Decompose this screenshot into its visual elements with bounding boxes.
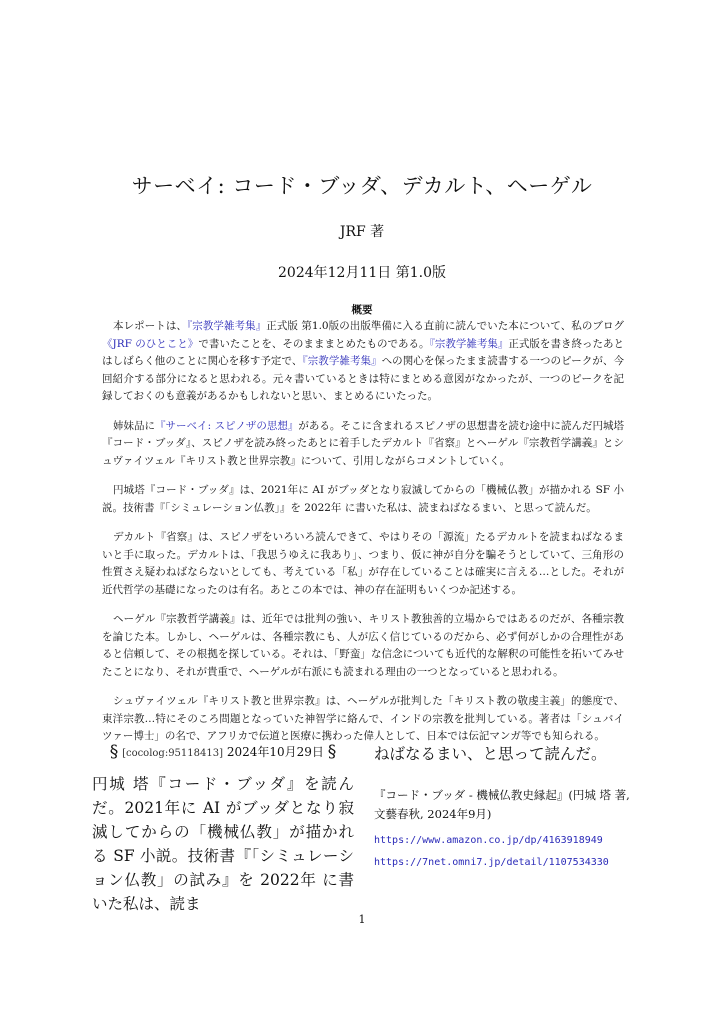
document-date: 2024年12月11日 第1.0版 bbox=[278, 265, 446, 281]
document-author: JRF 著 bbox=[339, 224, 385, 240]
abstract-body bbox=[102, 318, 624, 758]
abstract-text: への関心を保ったまま読書する一つのピークが、今回紹介する部分になると思われる。元々書いているときは特にまとめる意図がなかったが、一つのピークを記録しておくのも意義があるかもしれないと思い、まとめるにいたった。 bbox=[102, 355, 624, 402]
abstract-text: 正式版 第1.0版の出版準備に入る直前に読んでいた本について、私のブログ bbox=[266, 320, 625, 332]
body-text-left: 円城 塔『コード・ブッダ』を読んだ。2021年に AI がブッダとなり寂滅してからの「機械仏教」が描かれる SF 小説。技術書『「シミュレーション仏教」の試み』を 2022年 に書いた私は、読ま bbox=[92, 775, 354, 913]
body-text-right: ねばなるまい、と思って読んだ。 bbox=[374, 745, 607, 763]
book-link[interactable]: 『宗教学雑考集』 bbox=[429, 337, 509, 350]
left-column bbox=[92, 742, 354, 916]
section-heading bbox=[92, 742, 354, 762]
abstract-paragraph-5: ヘーゲル『宗教哲学講義』は、近年では批判の強い、キリスト教独善的立場からではあるのだが、各種宗教を論じた本。しかし、ヘーゲルは、各種宗教にも、人が広く信じているのだから、必ず何がしかの合理性があると信頼して、その根拠を探している。それは、「野蛮」な信念についても近代的な解釈の可能性を拓いてみせたことになり、それが貴重で、ヘーゲルが右派にも読まれる理由の一つとなっていると思われる。 bbox=[102, 613, 624, 678]
right-column bbox=[372, 742, 634, 874]
cocolog-link[interactable]: [cocolog:95118413] bbox=[122, 748, 223, 759]
amazon-url-link[interactable]: https://www.amazon.co.jp/dp/4163918949 bbox=[374, 835, 603, 846]
book-citation: 『コード・ブッダ - 機械仏教史縁起』(円城 塔 著, 文藝春秋, 2024年9月) bbox=[374, 788, 630, 821]
abstract-paragraph-3: 円城塔『コード・ブッダ』は、2021年に AI がブッダとなり寂滅してからの「機械仏教」が描かれる SF 小説。技術書『「シミュレーション仏教」』を 2022年 に書いた私は、読まねばなるまい、と思って読んだ。 bbox=[102, 484, 624, 514]
page-number: 1 bbox=[358, 913, 366, 926]
document-title: サーベイ: コード・ブッダ、デカルト、ヘーゲル bbox=[131, 174, 593, 198]
omni7-url-link[interactable]: https://7net.omni7.jp/detail/1107534330 bbox=[374, 857, 609, 868]
abstract-paragraph-1 bbox=[102, 318, 624, 406]
abstract-text: がある。そこに含まれるスピノザの思想書を読む途中に読んだ円城塔『コード・ブッダ』、スピノザを読み終ったあとに着手したデカルト『省察』とヘーゲル『宗教哲学講義』とシュヴァイツェル『キリスト教と世界宗教』について、引用しながらコメントしていく。 bbox=[102, 419, 624, 467]
sister-survey-link[interactable]: 『サーベイ: スピノザの思想』 bbox=[155, 419, 299, 432]
abstract-paragraph-4: デカルト『省察』は、スピノザをいろいろ読んできて、やはりその「源流」たるデカルトを読まねばなるまいと手に取った。デカルトは、「我思うゆえに我あり」、つまり、仮に神が自分を騙そうとしていて、三角形の性質さえ疑わねばならないとしても、考えている「私」が存在していることは確実に言える…とした。それが近代哲学の基礎になったのは有名。あとこの本では、神の存在証明もいくつか記述する。 bbox=[102, 531, 624, 596]
section-symbol: § bbox=[109, 742, 119, 762]
abstract-text: で書いたことを、そのまままとめたものである。 bbox=[198, 337, 430, 350]
abstract-paragraph-6: シュヴァイツェル『キリスト教と世界宗教』は、ヘーゲルが批判した「キリスト教の敬虔主義」的態度で、東洋宗教…特にそのころ問題となっていた神智学に絡んで、インドの宗教を批判している。著者は「シュバイツァー博士」の名で、アフリカで伝道と医療に携わった偉人として、日本では伝記マンガ等でも知られる。 bbox=[102, 695, 624, 742]
abstract-text: 姉妹品に bbox=[113, 419, 156, 432]
abstract-paragraph-2 bbox=[102, 418, 624, 471]
abstract-heading: 概要 bbox=[351, 304, 373, 316]
section-date: 2024年10月29日 bbox=[226, 745, 324, 759]
section-symbol: § bbox=[327, 742, 337, 762]
book-link[interactable]: 『宗教学雑考集』 bbox=[186, 320, 267, 332]
blog-link[interactable]: 《JRF のひとこと》 bbox=[102, 337, 199, 350]
abstract-text: 本レポートは、 bbox=[113, 320, 187, 332]
book-link[interactable]: 『宗教学雑考集』 bbox=[302, 355, 382, 367]
abstract-text: 正式版を書き終ったあとはしばらく他のことに関心を移す予定で、 bbox=[102, 337, 625, 367]
